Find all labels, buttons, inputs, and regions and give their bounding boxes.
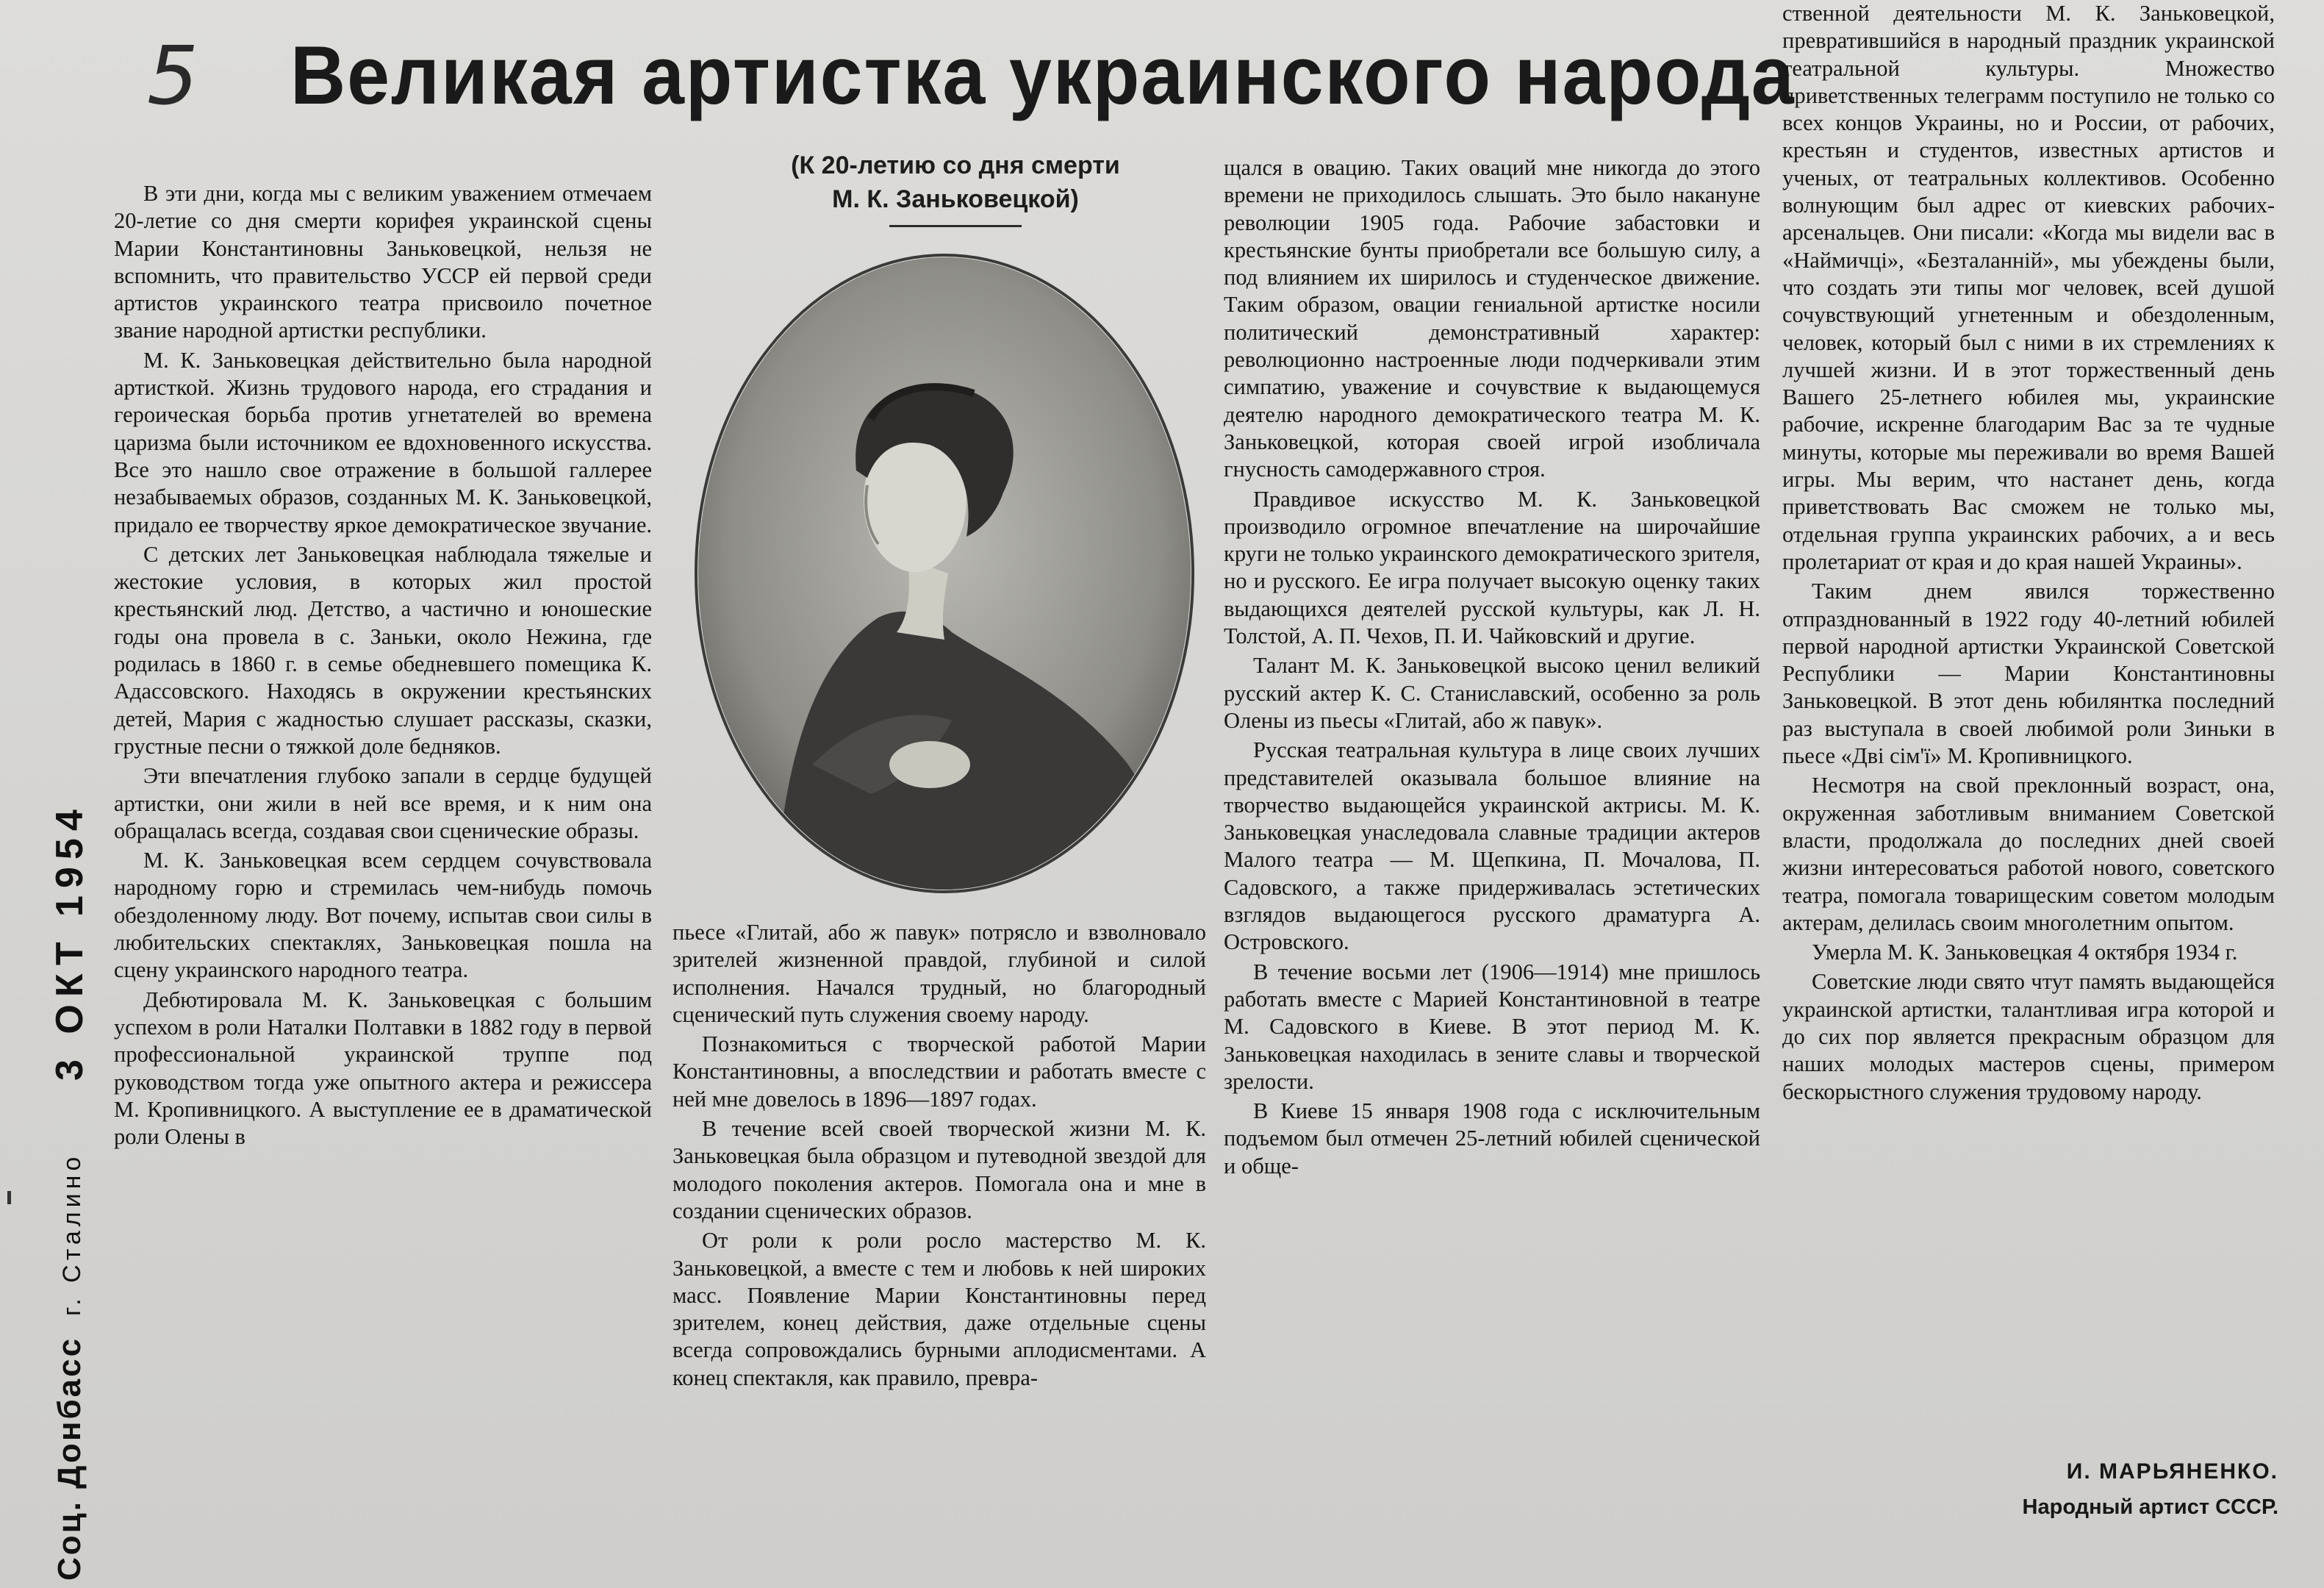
article-column-3 — [1224, 154, 1760, 1584]
paragraph: щался в овацию. Таких оваций мне никогда до этого времени не приходилось слышать. Это было накануне революции 1905 года. Рабочие забастовки и крестьянские бунты приобретали все большую силу, а под влиянием их ширилось и студенческое движение. Таким образом, овации гениальной артистке носили политический демонстративный характер: революционно настроенные люди подчеркивали этим симпатию, уважение и сочувствие к выдающемуся деятелю народного демократического театра М. К. Заньковецкой, которая своей игрой изобличала гнусность самодержавного строя. — [1224, 155, 1760, 482]
article-column-2 — [673, 919, 1206, 1581]
stamp-date: 3 ОКТ 1954 — [49, 802, 91, 1081]
paragraph: Эти впечатления глубоко запали в сердце будущей артистки, они жили в ней все время, и к ним она обращалась всегда, создавая свои сценические образы. — [114, 763, 652, 843]
paragraph: М. К. Заньковецкая действительно была народной артисткой. Жизнь трудового народа, его страдания и героическая борьба против угнетателей во времена царизма были источником ее вдохновенного искусства. Все это нашло свое отражение в большой галлерее незабываемых образов, созданных М. К. Заньковецкой, придало ее творчеству яркое демократическое звучание. — [114, 347, 652, 537]
subtitle-line: (К 20-летию со дня смерти — [791, 151, 1120, 179]
article-column-4 — [1782, 0, 2275, 1393]
margin-mark — [7, 1191, 11, 1204]
author-title: Народный артист СССР. — [2022, 1495, 2278, 1519]
paragraph: В течение восьми лет (1906—1914) мне пришлось работать вместе с Марией Константиновной в театре М. Садовского в Киеве. В этот период М. К. Заньковецкая находилась в зените славы и творческой зрелости. — [1224, 959, 1760, 1094]
handwritten-page-number: 5 — [147, 29, 198, 123]
article-headline: Великая артистка украинского народа — [290, 29, 1796, 121]
paragraph: Правдивое искусство М. К. Заньковецкой производило огромное впечатление на широчайшие круги не только украинского демократического зрителя, но и русского. Ее игра получает высокую оценку таких выдающихся деятелей русской культуры, как Л. Н. Толстой, А. П. Чехов, П. И. Чайковский и другие. — [1224, 486, 1760, 649]
paragraph: М. К. Заньковецкая всем сердцем сочувствовала народному горю и стремилась чем-нибудь помочь обездоленному люду. Вот почему, испытав свои силы в любительских спектаклях, Заньковецкая пошла на сцену украинского народного театра. — [114, 848, 652, 983]
archive-stamp — [44, 787, 96, 1581]
subtitle-rule — [889, 225, 1022, 227]
paragraph: Таким днем явился торжественно отпразднованный в 1922 году 40-летний юбилей первой народной артистки Украинской Советской Республики — Марии Константиновны Заньковецкой. В этот день юбилянтка последний раз выступала в своей любимой роли Зиньки в пьесе «Дві сім'ї» М. Кропивницкого. — [1782, 579, 2275, 769]
paragraph: В эти дни, когда мы с великим уважением отмечаем 20-летие со дня смерти корифея украинской сцены Марии Константиновны Заньковецкой, нельзя не вспомнить, что правительство УССР ей первой среди артистов украинского театра присвоило почетное звание народной артистки республики. — [114, 181, 652, 343]
paragraph: Познакомиться с творческой работой Марии Константиновны, а впоследствии и работать вместе с ней мне довелось в 1896—1897 годах. — [673, 1031, 1206, 1112]
paragraph: В течение всей своей творческой жизни М. К. Заньковецкая была образцом и путеводной звездой для молодого поколения актеров. Помогала она и мне в создании сценических образов. — [673, 1116, 1206, 1223]
paragraph: Талант М. К. Заньковецкой высоко ценил великий русский актер К. С. Станиславский, особенно за роль Олены из пьесы «Глитай, або ж павук». — [1224, 653, 1760, 733]
article-column-1 — [114, 180, 652, 1562]
paragraph: Русская театральная культура в лице своих лучших представителей оказывала большое влияние на творчество выдающейся украинской актрисы. М. К. Заньковецкая унаследовала славные традиции актеров Малого театра — М. Щепкина, П. Мочалова, П. Садовского, а также придерживалась эстетических взглядов выдающегося русского драматурга А. Островского. — [1224, 737, 1760, 955]
paragraph: ственной деятельности М. К. Заньковецкой, превратившийся в народный праздник украинской театральной культуры. Множество приветственных телеграмм поступило не только со всех концов Украины, но и России, от рабочих, крестьян и студентов, известных артистов и ученых, от театральных коллективов. Особенно волнующим был адрес от киевских рабочих-арсенальцев. Они писали: «Когда мы видели вас в «Наймичці», «Безталанній», мы убеждены были, что создать эти типы мог человек, всей душой сочувствующий угнетенным и обездоленным, человек, который был с ними в их стремлениях к лучшей жизни. И в этот торжественный день Вашего 25-летнего юбилея мы, украинские рабочие, искренне благодарим Вас за те чудные минуты, которые мы переживали во время Вашей игры. Мы верим, что настанет день, когда приветствовать Вас сможем не только мы, отдельная группа украинских рабочих, а и весь пролетариат от края и до края нашей Украины». — [1782, 1, 2275, 574]
stamp-city: г. Сталино — [58, 1152, 86, 1316]
paragraph: пьесе «Глитай, або ж павук» потрясло и взволновало зрителей жизненной правдой, глубиной и силой исполнения. Начался трудный, но благородный сценический путь служения своему народу. — [673, 920, 1206, 1027]
stamp-newspaper: Соц. Донбасс — [51, 1336, 87, 1581]
paragraph: Несмотря на свой преклонный возраст, она, окруженная заботливым вниманием Советской власти, продолжала до последних дней своей жизни интересоваться работой нового, советского театра, помогала товарищеским советом молодым актерам, делилась своим многолетним опытом. — [1782, 773, 2275, 935]
article-subtitle — [728, 149, 1183, 222]
paragraph: Советские люди свято чтут память выдающейся украинской артистки, талантливая игра которой и до сих пор является прекрасным образцом для наших молодых мастеров сцены, примером бескорыстного служения трудовому народу. — [1782, 969, 2275, 1104]
paragraph: В Киеве 15 января 1908 года с исключительным подъемом был отмечен 25-летний юбилей сценической и обще- — [1224, 1098, 1760, 1179]
paragraph: Дебютировала М. К. Заньковецкая с большим успехом в роли Наталки Полтавки в 1882 году в первой профессиональной украинской труппе под руководством тогда уже опытного актера и режиссера М. Кропивницкого. А выступление ее в драматической роли Олены в — [114, 987, 652, 1150]
portrait-photo — [687, 250, 1202, 897]
paragraph: От роли к роли росло мастерство М. К. Заньковецкой, а вместе с тем и любовь к ней широких масс. Появление Марии Константиновны перед зрителем, конец действия, даже отдельные сцены всегда сопровождались бурными аплодисментами. А конец спектакля, как правило, превра- — [673, 1228, 1206, 1390]
author-name: И. МАРЬЯНЕНКО. — [2066, 1459, 2278, 1484]
subtitle-line: М. К. Заньковецкой) — [832, 185, 1079, 213]
paragraph: Умерла М. К. Заньковецкая 4 октября 1934 г. — [1812, 940, 2238, 965]
paragraph: С детских лет Заньковецкая наблюдала тяжелые и жестокие условия, в которых жил простой крестьянский люд. Детство, а частично и юношеские годы она провела в с. Заньки, около Нежина, где родилась в 1860 г. в семье обедневшего помещика К. Адассовского. Находясь в окружении крестьянских детей, Мария с жадностью слушает рассказы, сказки, грустные песни о тяжкой доле бедняков. — [114, 541, 652, 759]
